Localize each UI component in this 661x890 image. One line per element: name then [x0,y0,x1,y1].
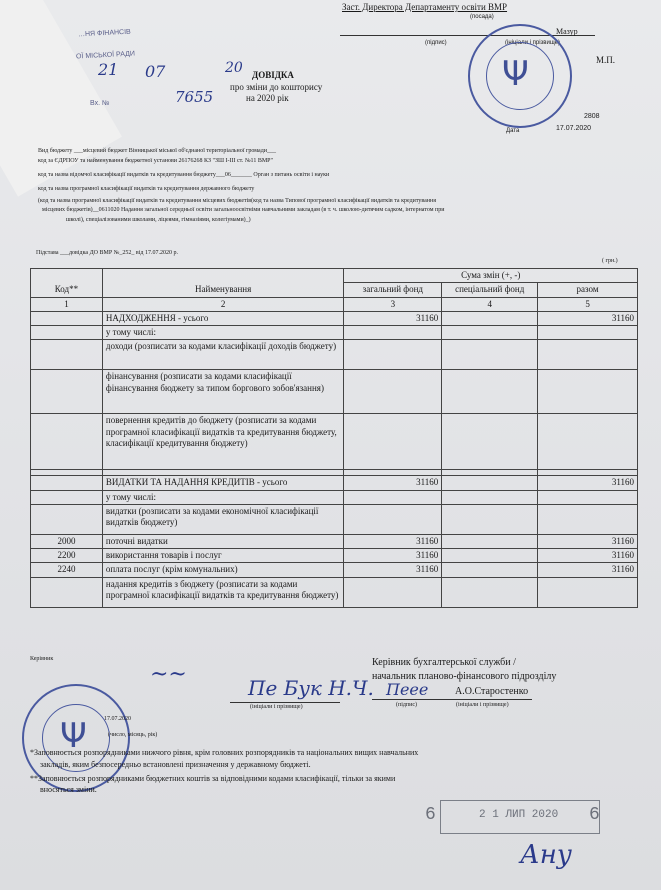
changes-table [30,268,638,608]
table-row: фінансування (розписати за кодами класифікації фінансування бюджету за типом боргового зобов'язання) [31,370,638,414]
accountant-initials-caption: (ініціали і прізвище) [456,702,509,708]
reg-number-label: Вх. № [90,100,110,107]
table-row: доходи (розписати за кодами класифікації доходів бюджету) [31,340,638,370]
receipt-left-digit: 6 [425,805,436,825]
req-department: код та назва відомчої класифікації видатків та кредитування бюджету___06_______ Орган з питань освіти і науки [38,172,330,178]
footnote-2b: вносяться зміни. [40,785,97,794]
accountant-name: А.О.Старостенко [455,686,529,697]
col-num: 2 [102,297,344,311]
approver-sign-caption: (підпис) [425,40,447,46]
approver-position-caption: (посада) [470,14,494,20]
req-edrpou: код за ЄДРПОУ та найменування бюджетної установи 26176268 КЗ "ЗШ І-ІІІ ст. №11 ВМР" [38,158,273,164]
sign-date-caption: (число, місяць, рік) [108,732,158,738]
approval-code: 2808 [584,113,600,120]
table-row: у тому числі: [31,490,638,504]
req-local-program-3: школі), спеціалізованими школами, ліцеями, гімназіями, колегіумами)_) [66,217,251,223]
col-header-general: загальний фонд [344,283,442,297]
col-num: 3 [344,297,442,311]
doc-subtitle: про зміни до кошторису [230,82,323,92]
approver-initials-caption: (ініціали і прізвище) [505,40,561,46]
table-row: 2240 оплата послуг (крім комунальних) 31160 31160 [31,563,638,577]
col-num: 1 [31,297,103,311]
reg-date-year: 20 [225,60,243,76]
seal-place-label: М.П. [596,55,616,65]
head-caption: (ініціали і прізвище) [250,704,303,710]
reg-number: 7655 [175,88,214,106]
doc-title: ДОВІДКА [252,70,294,80]
trident-icon: Ψ [502,54,529,94]
official-seal-top [468,24,572,128]
req-state-program: код та назва програмної класифікації видатків та кредитування державного бюджету [38,186,255,192]
approver-name: Мазур [556,27,578,36]
doc-year: на 2020 рік [246,93,289,103]
receipt-date: 2 1 ЛИП 2020 [479,809,559,821]
reg-stamp-line1: …НЯ ФІНАНСІВ [77,28,131,39]
footnote-1a: *Заповнюється розпорядниками нижчого рівня, крім головних розпорядників та національних вищих навчальних [30,748,419,757]
accountant-title-2: начальник планово-фінансового підрозділу [372,671,557,682]
req-budget: Вид бюджету ___місцевий бюджет Вінницької міської об'єднаної територіальної громади___ [38,148,276,154]
col-header-sum: Сума змін (+, -) [344,269,638,283]
approver-position: Заст. Директора Департаменту освіти ВМР [342,2,508,12]
col-header-name: Найменування [102,269,344,298]
col-header-total: разом [538,283,638,297]
table-row: 2200 використання товарів і послуг 31160 31160 [31,549,638,563]
receipt-right-digit: 6 [589,805,600,825]
req-local-program-1: (код та назва програмної класифікації видатків та кредитування місцевих бюджетів(код та назва Типової програмної класифікації видатків та кредитування [38,198,436,204]
accountant-sign-caption: (підпис) [396,702,418,708]
reg-date-day: 21 [98,60,119,79]
head-signature: ~~ [150,662,187,687]
table-row: НАДХОДЖЕННЯ - усього 31160 31160 [31,311,638,325]
approval-date: 17.07.2020 [556,125,592,132]
reg-stamp-line2: ОЇ МІСЬКОЇ РАДИ [75,50,136,61]
col-header-special: спеціальний фонд [442,283,538,297]
head-name-hand: Пе Бук Н.Ч. [248,676,374,700]
reg-date-month: 07 [145,62,166,81]
table-row: повернення кредитів до бюджету (розписати за кодами програмної класифікації видатків та кредитування бюджету, класифікації кредитування бюджету) [31,414,638,470]
accountant-title-1: Керівник бухгалтерської служби / [372,657,516,668]
trident-icon: Ψ [60,716,87,756]
approval-date-caption: Дата [506,128,520,134]
table-row: у тому числі: [31,326,638,340]
footnote-1b: закладів, яким безпосередньо встановлені призначення у державному бюджеті. [40,760,311,769]
table-row: видатки (розписати за кодами економічної класифікації видатків бюджету) [31,504,638,534]
sign-date-hand: 17.07.2020 [104,716,131,722]
head-label: Керівник [30,656,54,662]
req-basis: Підстава ___довідка ДО ВМР №_252_ від 17.07.2020 р. [36,250,178,256]
receipt-stamp [425,800,600,834]
col-num: 4 [442,297,538,311]
footnote-2a: **Заповнюється розпорядниками бюджетних коштів за відповідними кодами класифікації, тільки за якими [30,774,396,783]
table-row: ВИДАТКИ ТА НАДАННЯ КРЕДИТІВ - усього 31160 31160 [31,476,638,490]
req-local-program-2: місцевих бюджетів)__0611020 Надання загальної середньої освіти загальноосвітніми навчальними закладам (в т. ч. школою-дитячим садком, інтернатом при [42,207,445,213]
col-num: 5 [538,297,638,311]
receipt-signature: Ану [520,840,572,870]
currency-unit: ( грн.) [602,258,618,264]
accountant-signature: Пеее [386,680,429,699]
table-row: надання кредитів з бюджету (розписати за кодами програмної класифікації видатків та кредитування бюджету) [31,577,638,607]
col-header-code: Код** [31,269,103,298]
table-row: 2000 поточні видатки 31160 31160 [31,534,638,548]
